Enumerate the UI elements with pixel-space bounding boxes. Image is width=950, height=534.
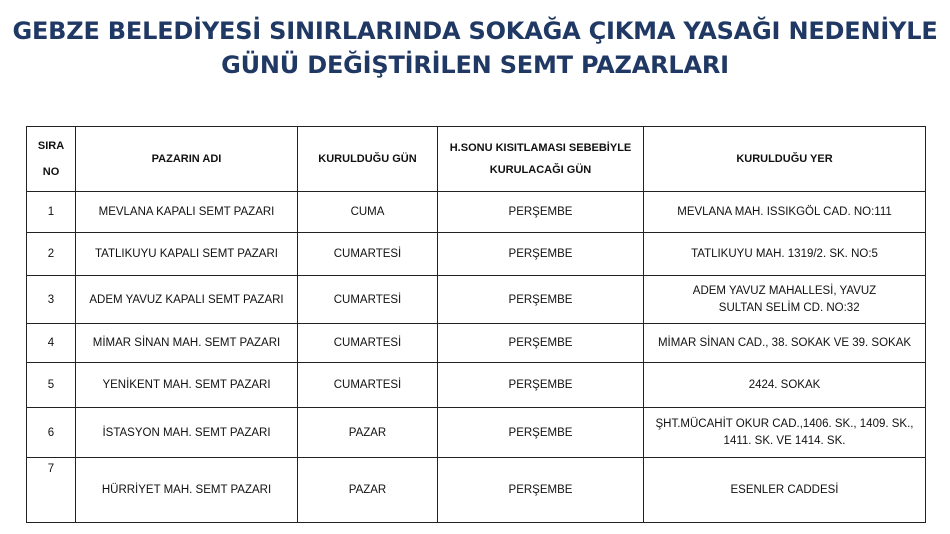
row-pazar-name: MEVLANA KAPALI SEMT PAZARI: [76, 192, 298, 233]
row-place-line2: SULTAN SELİM CD. NO:32: [718, 301, 860, 314]
row-pazar-name: İSTASYON MAH. SEMT PAZARI: [76, 408, 298, 458]
row-new-day: PERŞEMBE: [438, 324, 644, 363]
row-place-line2: 1411. SK. VE 1414. SK.: [723, 434, 846, 447]
row-pazar-name: MİMAR SİNAN MAH. SEMT PAZARI: [76, 324, 298, 363]
row-place: [644, 276, 926, 324]
header-sira-no: [27, 127, 76, 192]
row-pazar-name: HÜRRİYET MAH. SEMT PAZARI: [76, 458, 298, 523]
table-row: [27, 233, 926, 276]
table-row: [27, 363, 926, 408]
row-day: CUMARTESİ: [298, 324, 438, 363]
row-new-day: PERŞEMBE: [438, 192, 644, 233]
row-place: 2424. SOKAK: [644, 363, 926, 408]
row-day: CUMA: [298, 192, 438, 233]
document-title: [0, 14, 950, 82]
row-place: [644, 408, 926, 458]
row-new-day: PERŞEMBE: [438, 458, 644, 523]
header-sira-line1: SIRA: [37, 140, 65, 152]
header-kuruldugu-yer: KURULDUĞU YER: [644, 127, 926, 192]
row-pazar-name: ADEM YAVUZ KAPALI SEMT PAZARI: [76, 276, 298, 324]
row-no: 3: [27, 276, 76, 324]
row-no: 6: [27, 408, 76, 458]
header-hsonu-gun: [438, 127, 644, 192]
row-place-line1: ADEM YAVUZ MAHALLESİ, YAVUZ: [692, 284, 877, 297]
row-day: CUMARTESİ: [298, 233, 438, 276]
row-day: CUMARTESİ: [298, 276, 438, 324]
table-row: [27, 408, 926, 458]
row-no: 2: [27, 233, 76, 276]
row-pazar-name: TATLIKUYU KAPALI SEMT PAZARI: [76, 233, 298, 276]
row-place: TATLIKUYU MAH. 1319/2. SK. NO:5: [644, 233, 926, 276]
row-new-day: PERŞEMBE: [438, 276, 644, 324]
row-place: MEVLANA MAH. ISSIKGÖL CAD. NO:111: [644, 192, 926, 233]
row-place: ESENLER CADDESİ: [644, 458, 926, 523]
row-day: CUMARTESİ: [298, 363, 438, 408]
table-row: [27, 276, 926, 324]
header-hsonu-line1: H.SONU KISITLAMASI SEBEBİYLE: [449, 142, 632, 154]
row-no: 1: [27, 192, 76, 233]
table-header-row: [27, 127, 926, 192]
table-row: [27, 324, 926, 363]
row-day: PAZAR: [298, 458, 438, 523]
row-place-line1: ŞHT.MÜCAHİT OKUR CAD.,1406. SK., 1409. SK.,: [655, 417, 914, 430]
row-place: MİMAR SİNAN CAD., 38. SOKAK VE 39. SOKAK: [644, 324, 926, 363]
row-no: 5: [27, 363, 76, 408]
table-row: [27, 192, 926, 233]
title-line-2: GÜNÜ DEĞİŞTİRİLEN SEMT PAZARLARI: [221, 51, 729, 79]
row-no: 4: [27, 324, 76, 363]
row-pazar-name: YENİKENT MAH. SEMT PAZARI: [76, 363, 298, 408]
row-new-day: PERŞEMBE: [438, 363, 644, 408]
semt-pazarlari-table: [26, 126, 926, 523]
row-new-day: PERŞEMBE: [438, 408, 644, 458]
row-day: PAZAR: [298, 408, 438, 458]
table-row: [27, 458, 926, 523]
row-no: 7: [27, 458, 76, 523]
header-pazar-adi: PAZARIN ADI: [76, 127, 298, 192]
row-new-day: PERŞEMBE: [438, 233, 644, 276]
title-line-1: GEBZE BELEDİYESİ SINIRLARINDA SOKAĞA ÇIKMA YASAĞI NEDENİYLE: [12, 17, 938, 45]
header-hsonu-line2: KURULACAĞI GÜN: [489, 164, 592, 176]
header-sira-line2: NO: [42, 166, 60, 178]
header-kuruldugu-gun: KURULDUĞU GÜN: [298, 127, 438, 192]
